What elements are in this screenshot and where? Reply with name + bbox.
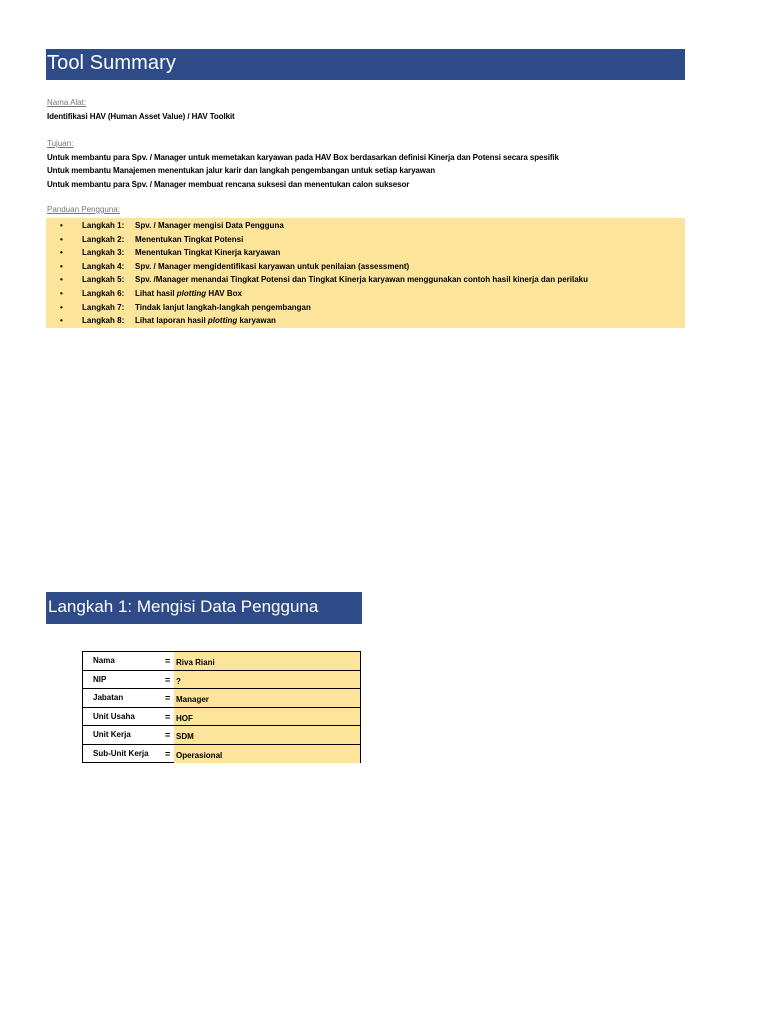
equals-sign: = (165, 730, 171, 740)
equals-sign: = (165, 674, 171, 685)
table-row (83, 652, 360, 671)
step-number: Langkah 2: (82, 234, 125, 244)
bullet-icon: • (60, 234, 63, 244)
panduan-label: Panduan Pengguna: (47, 205, 120, 214)
step-description-italic: plotting (207, 316, 238, 326)
field-label: Unit Kerja (83, 726, 174, 745)
equals-sign: = (165, 656, 171, 666)
unit-usaha-field[interactable]: HOF (174, 708, 360, 727)
tujuan-line: Untuk membantu para Spv. / Manager untuk memetakan karyawan pada HAV Box berdasarkan definisi Kinerja dan Potensi secara spesifik (47, 152, 559, 162)
field-label: Sub-Unit Kerja (93, 748, 149, 758)
table-row (83, 671, 360, 690)
bullet-icon: • (60, 302, 63, 312)
equals-sign: = (165, 748, 171, 759)
step1-title: Langkah 1: Mengisi Data Pengguna (48, 597, 319, 616)
table-row (83, 745, 360, 764)
step-description: Menentukan Tingkat Kinerja karyawan (135, 248, 281, 258)
jabatan-field[interactable]: Manager (174, 689, 360, 708)
nama-alat-value: Identifikasi HAV (Human Asset Value) / HAV Toolkit (47, 111, 235, 121)
step-description (135, 287, 242, 301)
tool-summary-title: Tool Summary (47, 52, 177, 74)
tujuan-section (47, 137, 559, 191)
bullet-icon: • (60, 221, 63, 230)
step-description: Tindak lanjut langkah-langkah pengembangan (135, 302, 311, 312)
nama-alat-section (47, 96, 235, 123)
step-number: Langkah 3: (82, 248, 125, 258)
step-number: Langkah 6: (82, 289, 125, 298)
nama-alat-label: Nama Alat: (47, 98, 87, 107)
nip-field[interactable]: ? (174, 671, 360, 690)
step-description: Spv. /Manager menandai Tingkat Potensi dan Tingkat Kinerja karyawan menggunakan contoh hasil kinerja dan perilaku (135, 275, 589, 285)
step-description-text: Lihat hasil (135, 289, 177, 298)
step-description-text: HAV Box (206, 289, 242, 298)
bullet-icon: • (60, 289, 63, 298)
bullet-icon: • (60, 316, 63, 326)
field-label: Unit Usaha (83, 708, 174, 727)
equals-sign: = (165, 711, 171, 722)
tujuan-line: Untuk membantu para Spv. / Manager membuat rencana suksesi dan menentukan calon suksesor (47, 179, 410, 189)
steps-list (46, 218, 685, 328)
user-data-table (82, 651, 361, 763)
tool-summary-banner (46, 49, 685, 80)
step-number: Langkah 8: (82, 316, 125, 326)
table-row (83, 689, 360, 708)
step-description: Spv. / Manager mengisi Data Pengguna (135, 221, 284, 230)
bullet-icon: • (60, 275, 63, 285)
sub-unit-kerja-field[interactable]: Operasional (174, 745, 360, 764)
bullet-icon: • (60, 261, 63, 271)
tujuan-line: Untuk membantu Manajemen menentukan jalur karir dan langkah pengembangan untuk setiap karyawan (47, 166, 436, 175)
step-description: Spv. / Manager mengidentifikasi karyawan untuk penilaian (assessment) (135, 261, 410, 271)
bullet-icon: • (60, 248, 63, 258)
table-row (83, 726, 360, 745)
unit-kerja-field[interactable]: SDM (174, 726, 360, 745)
step-description: Menentukan Tingkat Potensi (135, 234, 244, 244)
step-number: Langkah 4: (82, 261, 125, 271)
step-number: Langkah 5: (82, 275, 125, 285)
field-label: Jabatan (83, 689, 174, 708)
field-label: Nama (83, 652, 174, 671)
step-description-text: Lihat laporan hasil (135, 316, 208, 326)
step-description-text: karyawan (237, 316, 276, 326)
field-label: NIP (83, 671, 174, 690)
step-number: Langkah 7: (82, 302, 125, 312)
step1-banner (46, 592, 362, 624)
tujuan-label: Tujuan: (47, 139, 74, 148)
nama-field[interactable]: Riva Riani (174, 652, 360, 671)
equals-sign: = (165, 693, 171, 703)
step-number: Langkah 1: (82, 221, 125, 230)
table-row (83, 708, 360, 727)
step-description (135, 314, 276, 328)
step-description-italic: plotting (176, 289, 207, 298)
